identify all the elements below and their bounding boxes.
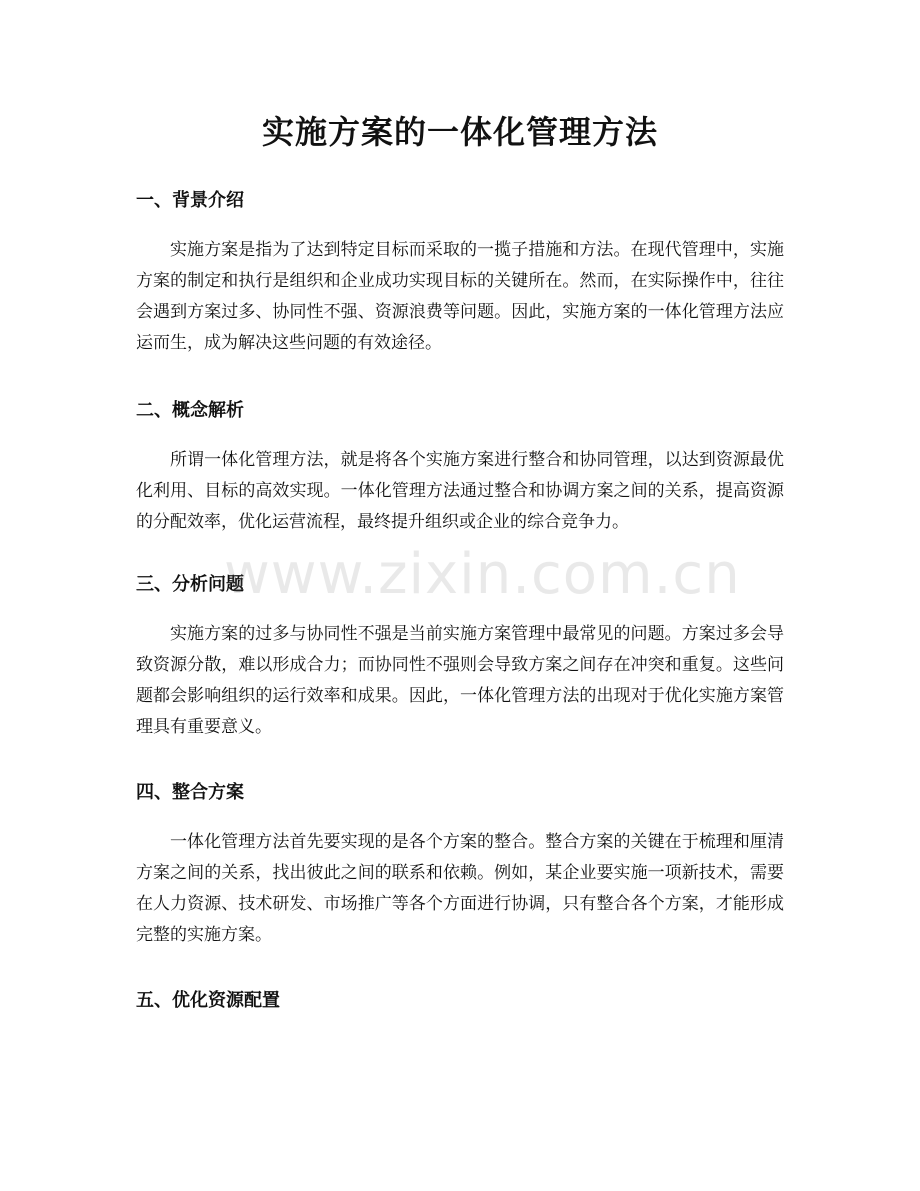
document-title: 实施方案的一体化管理方法 (261, 113, 658, 151)
section-heading-background: 一、背景介绍 (136, 190, 244, 211)
section-heading-integration: 四、整合方案 (136, 782, 244, 803)
section-heading-concept: 二、概念解析 (136, 400, 244, 421)
section-paragraph-concept: 所谓一体化管理方法，就是将各个实施方案进行整合和协同管理，以达到资源最优化利用、目标的高效实现。一体化管理方法通过整合和协调方案之间的关系，提高资源的分配效率，优化运营流程，最终提升组织或企业的综合竞争力。 (136, 450, 784, 532)
section-paragraph-integration: 一体化管理方法首先要实现的是各个方案的整合。整合方案的关键在于梳理和厘清方案之间的关系，找出彼此之间的联系和依赖。例如，某企业要实施一项新技术，需要在人力资源、技术研发、市场推广等各个方面进行协调，只有整合各个方案，才能形成完整的实施方案。 (136, 832, 784, 945)
section-paragraph-background: 实施方案是指为了达到特定目标而采取的一揽子措施和方法。在现代管理中，实施方案的制定和执行是组织和企业成功实现目标的关键所在。然而，在实际操作中，往往会遇到方案过多、协同性不强、资源浪费等问题。因此，实施方案的一体化管理方法应运而生，成为解决这些问题的有效途径。 (136, 240, 784, 353)
section-paragraph-analysis: 实施方案的过多与协同性不强是当前实施方案管理中最常见的问题。方案过多会导致资源分散，难以形成合力；而协同性不强则会导致方案之间存在冲突和重复。这些问题都会影响组织的运行效率和成果。因此，一体化管理方法的出现对于优化实施方案管理具有重要意义。 (136, 624, 784, 737)
section-heading-resources: 五、优化资源配置 (136, 990, 280, 1011)
watermark: www.zixin.com.cn (224, 542, 741, 607)
section-heading-analysis: 三、分析问题 (136, 574, 244, 595)
